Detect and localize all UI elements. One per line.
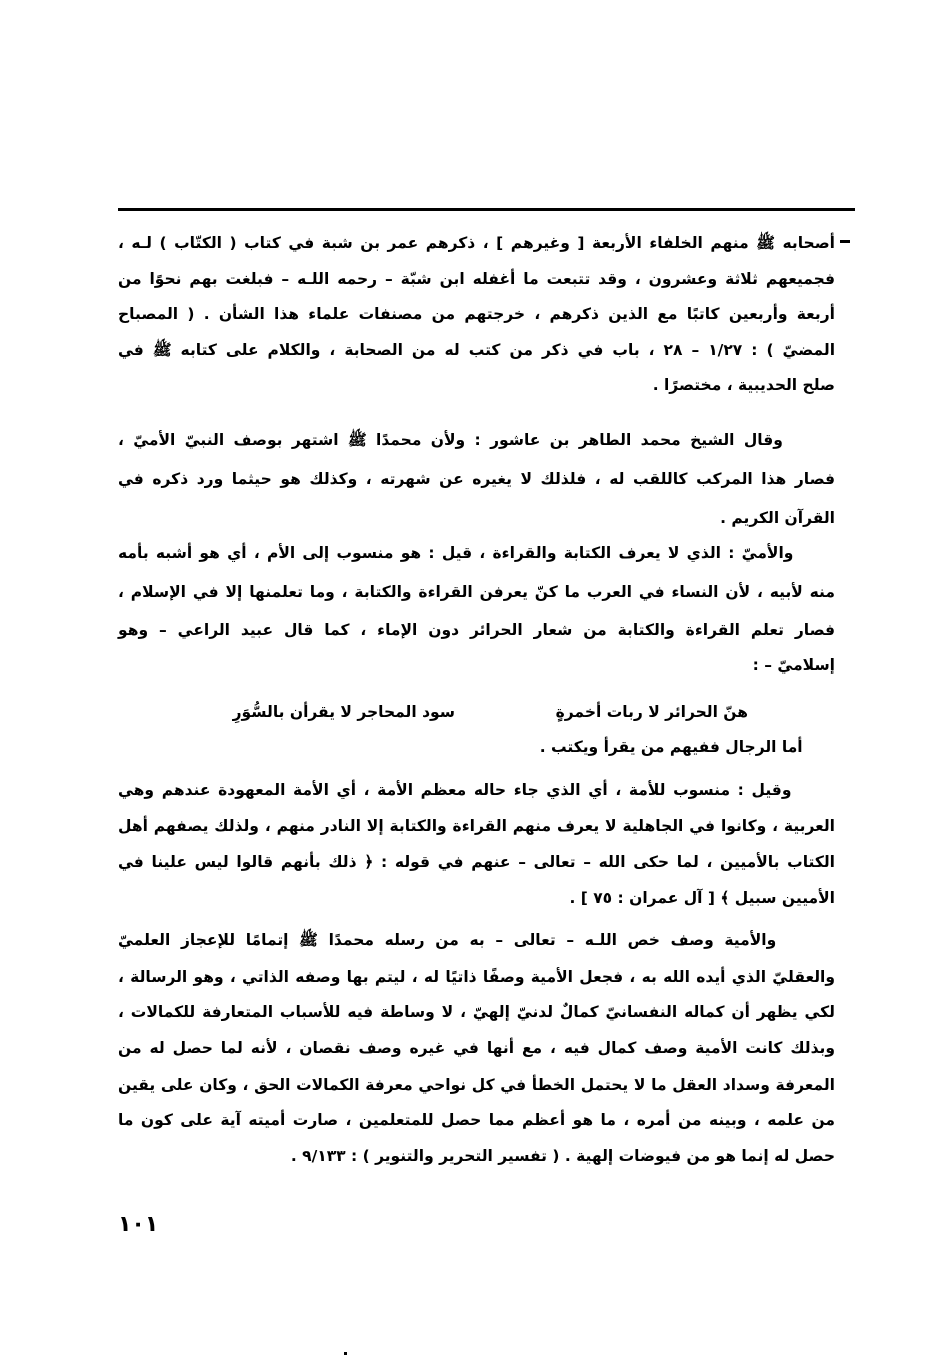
- text-line: وقال الشيخ محمد الطاهر بن عاشور : ولأن محمدًا ﷺ اشتهر بوصف النبيّ الأميّ ،: [118, 431, 835, 449]
- footnote-dash-marker: [840, 240, 850, 243]
- text-line: من علمه ، وبينه من أمره ، ما هو أعظم مما حصل للمتعلمين ، صارت أميته آية على كون ما: [118, 1111, 835, 1129]
- text-line: المضيّ ) : ١/٢٧ – ٢٨ ، باب في ذكر من كتب له من الصحابة ، والكلام على كتابه ﷺ في: [118, 341, 836, 359]
- text-line: والعقليّ الذي أيده الله به ، فجعل الأمية وصفًا ذاتيًا له ، ليتم بها وصفه الذاتي ، وهو الرسالة ،: [118, 968, 835, 986]
- verse-first-hemistich: هنّ الحرائر لا ربات أخمرةٍ: [555, 703, 748, 721]
- page-number: ١٠١: [118, 1212, 159, 1237]
- text-line: أصحابه ﷺ منهم الخلفاء الأربعة [ وغيرهم ] ، ذكرهم عمر بن شبة في كتاب ( الكتّاب ) لـه ،: [118, 234, 835, 252]
- text-line: حصل له إنما هو من فيوضات إلهية . ( تفسير التحرير والتنوير ) : ٩/١٣٣ .: [290, 1147, 835, 1165]
- text-line: المعرفة وسداد العقل ما لا يحتمل الخطأ في كل نواحي معرفة الكمالات الحق ، وكان على يقين: [118, 1076, 835, 1094]
- text-line: والأمية وصف خص اللـه – تعالى – به من رسله محمدًا ﷺ إتمامًا للإعجاز العلميّ: [118, 931, 835, 949]
- text-line: وبذلك كانت الأمية وصف كمال فيه ، مع أنها في غيره وصف نقصان ، لأنه لما حصل له من: [118, 1039, 835, 1057]
- text-line: العربية ، وكانوا في الجاهلية لا يعرف منهم القراءة والكتابة إلا النادر منهم ، ولذلك يصفهم أهل: [118, 817, 835, 835]
- text-line: أربعة وأربعين كاتبًا مع الذين ذكرهم ، خرجتهم من مصنفات علماء هذا الشأن . ( المصباح: [118, 305, 835, 323]
- verse-second-hemistich: سود المحاجر لا يقرأن بالسُّوَرِ: [232, 703, 455, 721]
- text-line: فجميعهم ثلاثة وعشرون ، وقد تتبعت ما أغفله ابن شبّة – رحمه اللـه – فبلغت بهم نحوًا من: [118, 270, 835, 288]
- text-line: والأميّ : الذي لا يعرف الكتابة والقراءة ، قيل : هو منسوب إلى الأم ، أي هو أشبه بأمه: [118, 544, 835, 562]
- text-line: أما الرجال ففيهم من يقرأ ويكتب .: [539, 738, 835, 756]
- text-line: صلح الحديبية ، مختصرًا .: [652, 376, 835, 394]
- text-line: القرآن الكريم .: [720, 509, 835, 527]
- text-line: منه لأبيه ، لأن النساء في العرب ما كنّ يعرفن القراءة والكتابة ، وما تعلمنها إلا في الإسلام ،: [118, 583, 835, 601]
- text-line: فصار هذا المركب كاللقب له ، فلذلك لا يغيره عن شهرته ، وكذلك هو حيثما ورد ذكره في: [118, 470, 835, 488]
- text-line: إسلاميّ – :: [752, 656, 835, 674]
- scan-speck: [344, 1352, 347, 1355]
- text-line: وقيل : منسوب للأمة ، أي الذي جاء حاله معظم الأمة ، أي الأمة المعهودة عندهم وهي: [118, 781, 835, 799]
- text-line: لكي يظهر أن كماله النفسانيّ كمالٌ لدنيّ إلهيّ ، لا وساطة فيه للأسباب المتعارفة للكمالات ،: [118, 1003, 835, 1021]
- text-line: الأميين سبيل ﴾ [ آل عمران : ٧٥ ] .: [569, 889, 835, 907]
- text-line: فصار تعلم القراءة والكتابة من شعار الحرائر دون الإماء ، كما قال عبيد الراعي – وهو: [118, 621, 835, 639]
- text-line: الكتاب بالأميين ، لما حكى الله – تعالى – عنهم في قوله : ﴿ ذلك بأنهم قالوا ليس علينا في: [118, 853, 835, 871]
- footnote-separator-rule: [118, 208, 855, 211]
